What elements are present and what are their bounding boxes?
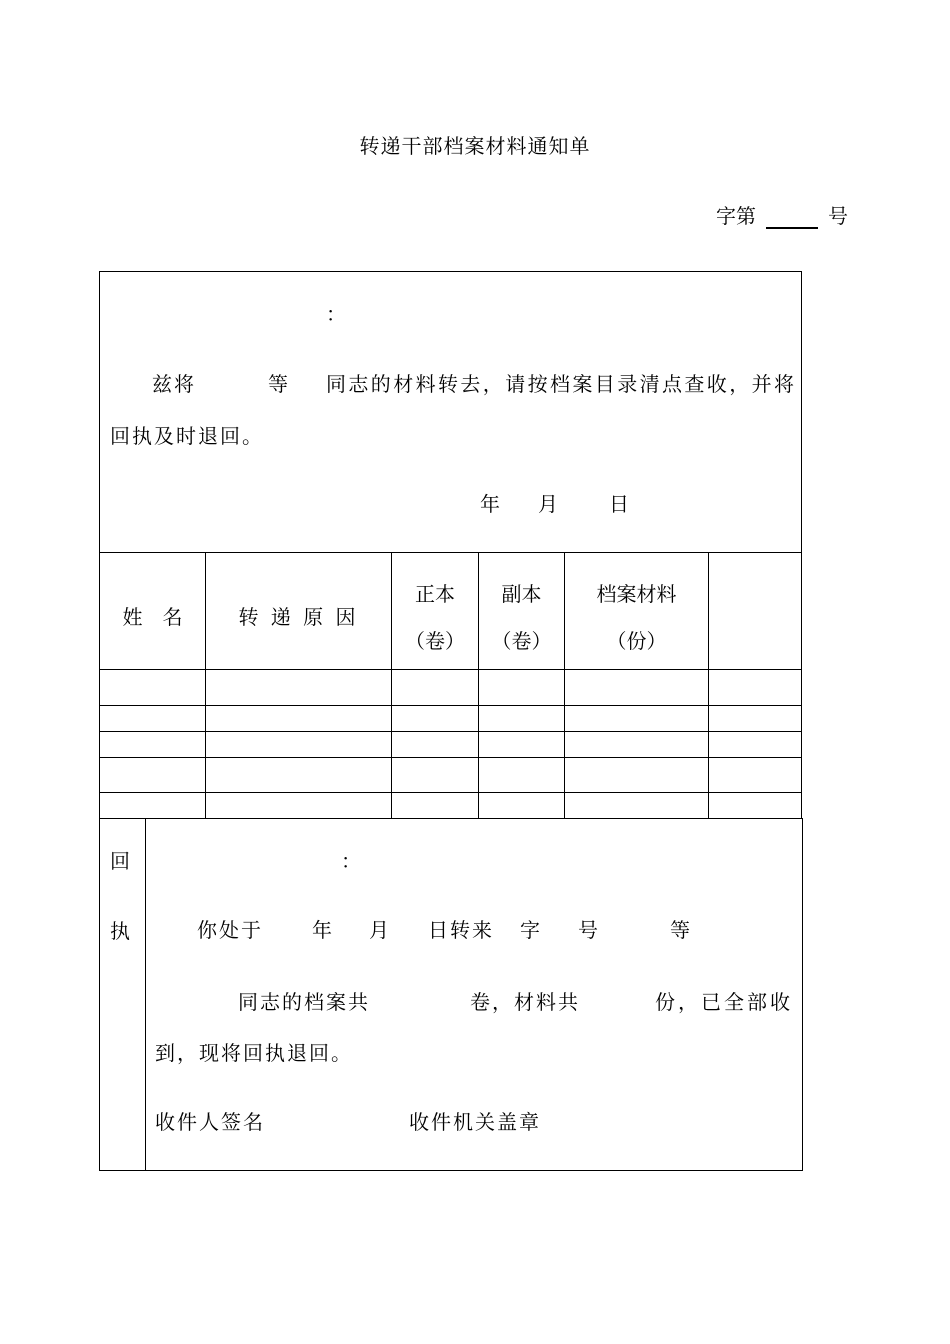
page-title: 转递干部档案材料通知单 (359, 134, 591, 158)
header-reason: 转 递 原 因 (238, 605, 359, 629)
notice-date-day: 日 (609, 492, 631, 516)
table-row[interactable] (100, 758, 801, 792)
notice-text-c: 同志的材料转去，请按档案目录清点查收，并将 (326, 372, 797, 396)
header-materials-unit: （份） (606, 629, 667, 653)
notice-date-month: 月 (538, 492, 560, 516)
receipt-colon: ： (341, 849, 363, 873)
receipt-signer: 收件人签名 (155, 1110, 265, 1134)
notice-text-line2: 回执及时退回。 (110, 424, 264, 448)
doc-number-blank[interactable] (766, 207, 818, 229)
notice-date-year: 年 (480, 492, 502, 516)
header-original: 正本 (415, 582, 455, 606)
header-copy-unit: （卷） (491, 629, 552, 653)
receipt-month: 月 (369, 918, 391, 942)
receipt-day-forwarded: 日转来 (428, 918, 494, 942)
header-original-unit: （卷） (405, 629, 465, 653)
table-row[interactable] (100, 793, 801, 817)
receipt-hao: 号 (578, 918, 600, 942)
receipt-all-received: 份，已全部收 (655, 990, 793, 1014)
header-copy: 副本 (501, 582, 542, 606)
header-materials: 档案材料 (596, 582, 677, 606)
recipient-colon: ： (326, 302, 348, 326)
receipt-archive-count: 同志的档案共 (238, 990, 370, 1014)
receipt-zi: 字 (520, 918, 542, 942)
table-row[interactable] (100, 670, 801, 705)
header-name: 姓 名 (122, 605, 183, 629)
receipt-year: 年 (312, 918, 334, 942)
notice-text-a: 兹将 (152, 372, 196, 396)
receipt-materials-count: 卷，材料共 (470, 990, 580, 1014)
receipt-returned: 到，现将回执退回。 (155, 1041, 353, 1065)
document-number (716, 200, 848, 229)
doc-number-prefix: 字第 (716, 204, 756, 228)
receipt-label-2: 执 (110, 919, 132, 943)
receipt-seal: 收件机关盖章 (409, 1110, 541, 1134)
table-row[interactable] (100, 732, 801, 757)
receipt-text-from: 你处于 (197, 918, 263, 942)
notice-text-b: 等 (268, 372, 290, 396)
receipt-label-1: 回 (110, 849, 132, 873)
table-row[interactable] (100, 706, 801, 731)
receipt-deng: 等 (670, 918, 692, 942)
doc-number-suffix: 号 (828, 204, 848, 228)
